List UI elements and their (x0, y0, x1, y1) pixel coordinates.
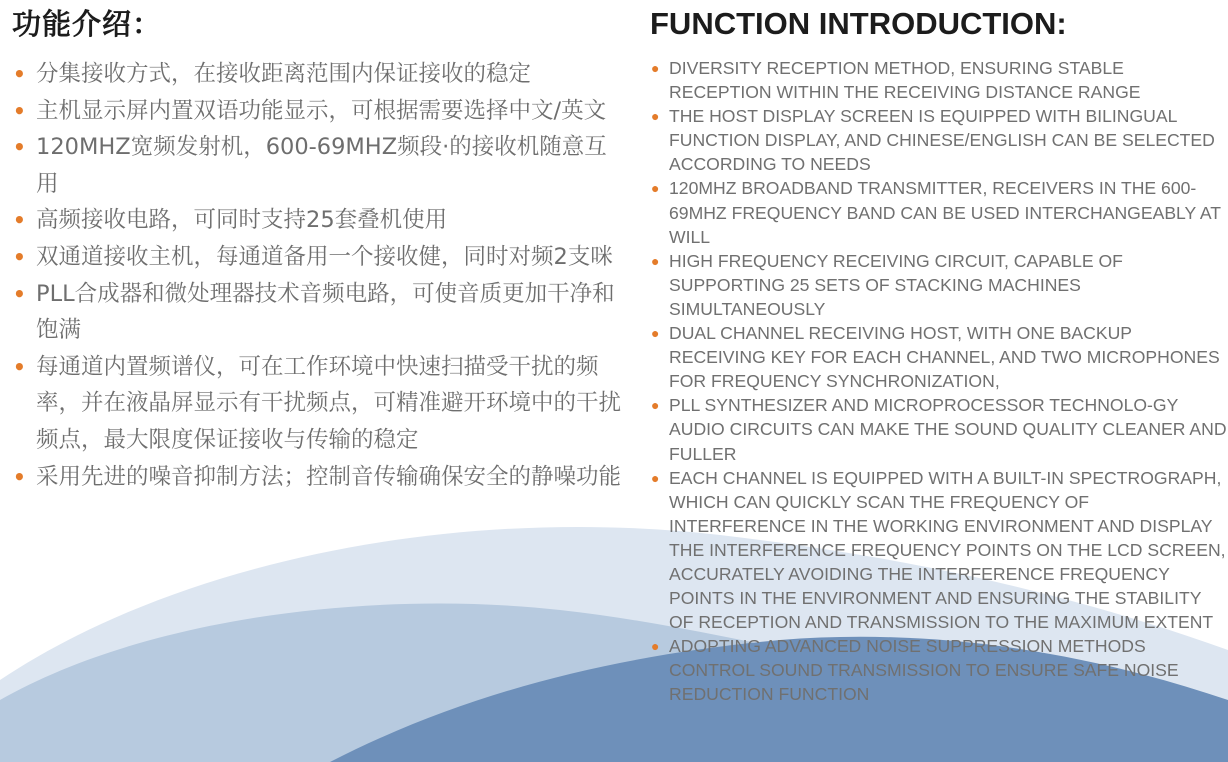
chinese-feature-text: 高频接收电路，可同时支持25套叠机使用 (36, 207, 448, 234)
bullet-icon: ● (651, 469, 660, 486)
english-feature-list (650, 56, 1228, 707)
english-feature-text: DUAL CHANNEL RECEIVING HOST, WITH ONE BACKUP RECEIVING KEY FOR EACH CHANNEL, AND TWO MICROPHONES FOR FREQUENCY SYNCHRONIZATION, (669, 323, 1220, 392)
english-feature-item (650, 56, 1228, 104)
chinese-feature-item (12, 202, 622, 239)
bullet-icon: • (13, 62, 26, 86)
chinese-feature-item (12, 93, 622, 130)
bullet-icon: ● (651, 60, 660, 76)
bullet-icon: ● (651, 108, 660, 125)
chinese-feature-text: 采用先进的噪音抑制方法；控制音传输确保安全的静噪功能 (36, 463, 622, 490)
bullet-icon: • (13, 354, 26, 379)
english-feature-text: PLL SYNTHESIZER AND MICROPROCESSOR TECHNOLO-GY AUDIO CIRCUITS CAN MAKE THE SOUND QUALITY CLEANER AND FULLER (669, 395, 1227, 464)
chinese-feature-text: 双通道接收主机，每通道备用一个接收健，同时对频2支咪 (36, 243, 613, 270)
chinese-heading: 功能介绍： (12, 7, 163, 41)
chinese-feature-item (12, 129, 622, 202)
chinese-feature-item (12, 276, 622, 349)
english-feature-item (650, 176, 1228, 248)
chinese-feature-item (12, 56, 622, 93)
chinese-feature-text: 每通道内置频谱仪，可在工作环境中快速扫描受干扰的频率，并在液晶屏显示有干扰频点，可精准避开环境中的干扰频点，最大限度保证接收与传输的稳定 (36, 353, 622, 453)
bullet-icon: ● (651, 180, 660, 197)
bullet-icon: ● (651, 325, 660, 342)
chinese-feature-text: 分集接收方式，在接收距离范围内保证接收的稳定 (36, 61, 532, 87)
english-feature-text: EACH CHANNEL IS EQUIPPED WITH A BUILT-IN SPECTROGRAPH, WHICH CAN QUICKLY SCAN THE FREQUENCY OF INTERFERENCE IN THE WORKING ENVIRONMENT AND DISPLAY THE INTERFERENCE FREQUENCY POINTS ON THE LCD SCREEN, ACCURATELY AVOIDING THE INTERFERENCE FREQUENCY POINTS IN THE ENVIRONMENT AND ENSURING THE STABILITY OF RECEPTION AND TRANSMISSION TO THE MAXIMUM EXTENT (669, 467, 1226, 633)
english-feature-item (650, 249, 1228, 321)
chinese-feature-text: PLL合成器和微处理器技术音频电路，可使音质更加干净和饱满 (36, 280, 615, 344)
chinese-feature-item (12, 459, 622, 496)
bullet-icon: • (13, 98, 26, 123)
chinese-feature-text: 主机显示屏内置双语功能显示，可根据需要选择中文/英文 (36, 97, 607, 124)
english-feature-text: 120MHZ BROADBAND TRANSMITTER, RECEIVERS IN THE 600-69MHZ FREQUENCY BAND CAN BE USED INTERCHANGEABLY AT WILL (669, 178, 1221, 247)
english-feature-item (650, 104, 1228, 176)
english-feature-text: ADOPTING ADVANCED NOISE SUPPRESSION METHODS CONTROL SOUND TRANSMISSION TO ENSURE SAFE NOISE REDUCTION FUNCTION (669, 636, 1179, 705)
chinese-feature-text: 120MHZ宽频发射机，600-69MHZ频段·的接收机随意互用 (36, 134, 607, 197)
bullet-icon: • (13, 208, 26, 233)
english-column (650, 6, 1228, 707)
english-feature-text: THE HOST DISPLAY SCREEN IS EQUIPPED WITH BILINGUAL FUNCTION DISPLAY, AND CHINESE/ENGLISH CAN BE SELECTED ACCORDING TO NEEDS (669, 106, 1215, 175)
bullet-icon: • (13, 135, 26, 160)
english-feature-text: DIVERSITY RECEPTION METHOD, ENSURING STABLE RECEPTION WITHIN THE RECEIVING DISTANCE RANGE (669, 58, 1141, 103)
chinese-feature-item (12, 349, 622, 459)
bullet-icon: ● (651, 397, 660, 414)
bullet-icon: ● (651, 638, 660, 655)
english-feature-item (650, 393, 1228, 465)
english-feature-item (650, 321, 1228, 393)
english-feature-item (650, 634, 1228, 706)
chinese-feature-list (12, 56, 622, 495)
english-heading: FUNCTION INTRODUCTION: (650, 6, 1067, 41)
bullet-icon: • (13, 464, 26, 489)
chinese-column (12, 6, 622, 495)
bullet-icon: • (13, 244, 26, 269)
english-feature-item (650, 466, 1228, 635)
chinese-feature-item (12, 239, 622, 276)
english-feature-text: HIGH FREQUENCY RECEIVING CIRCUIT, CAPABLE OF SUPPORTING 25 SETS OF STACKING MACHINES SIMULTANEOUSLY (669, 250, 1123, 319)
bullet-icon: • (13, 281, 26, 306)
bullet-icon: ● (651, 252, 660, 269)
